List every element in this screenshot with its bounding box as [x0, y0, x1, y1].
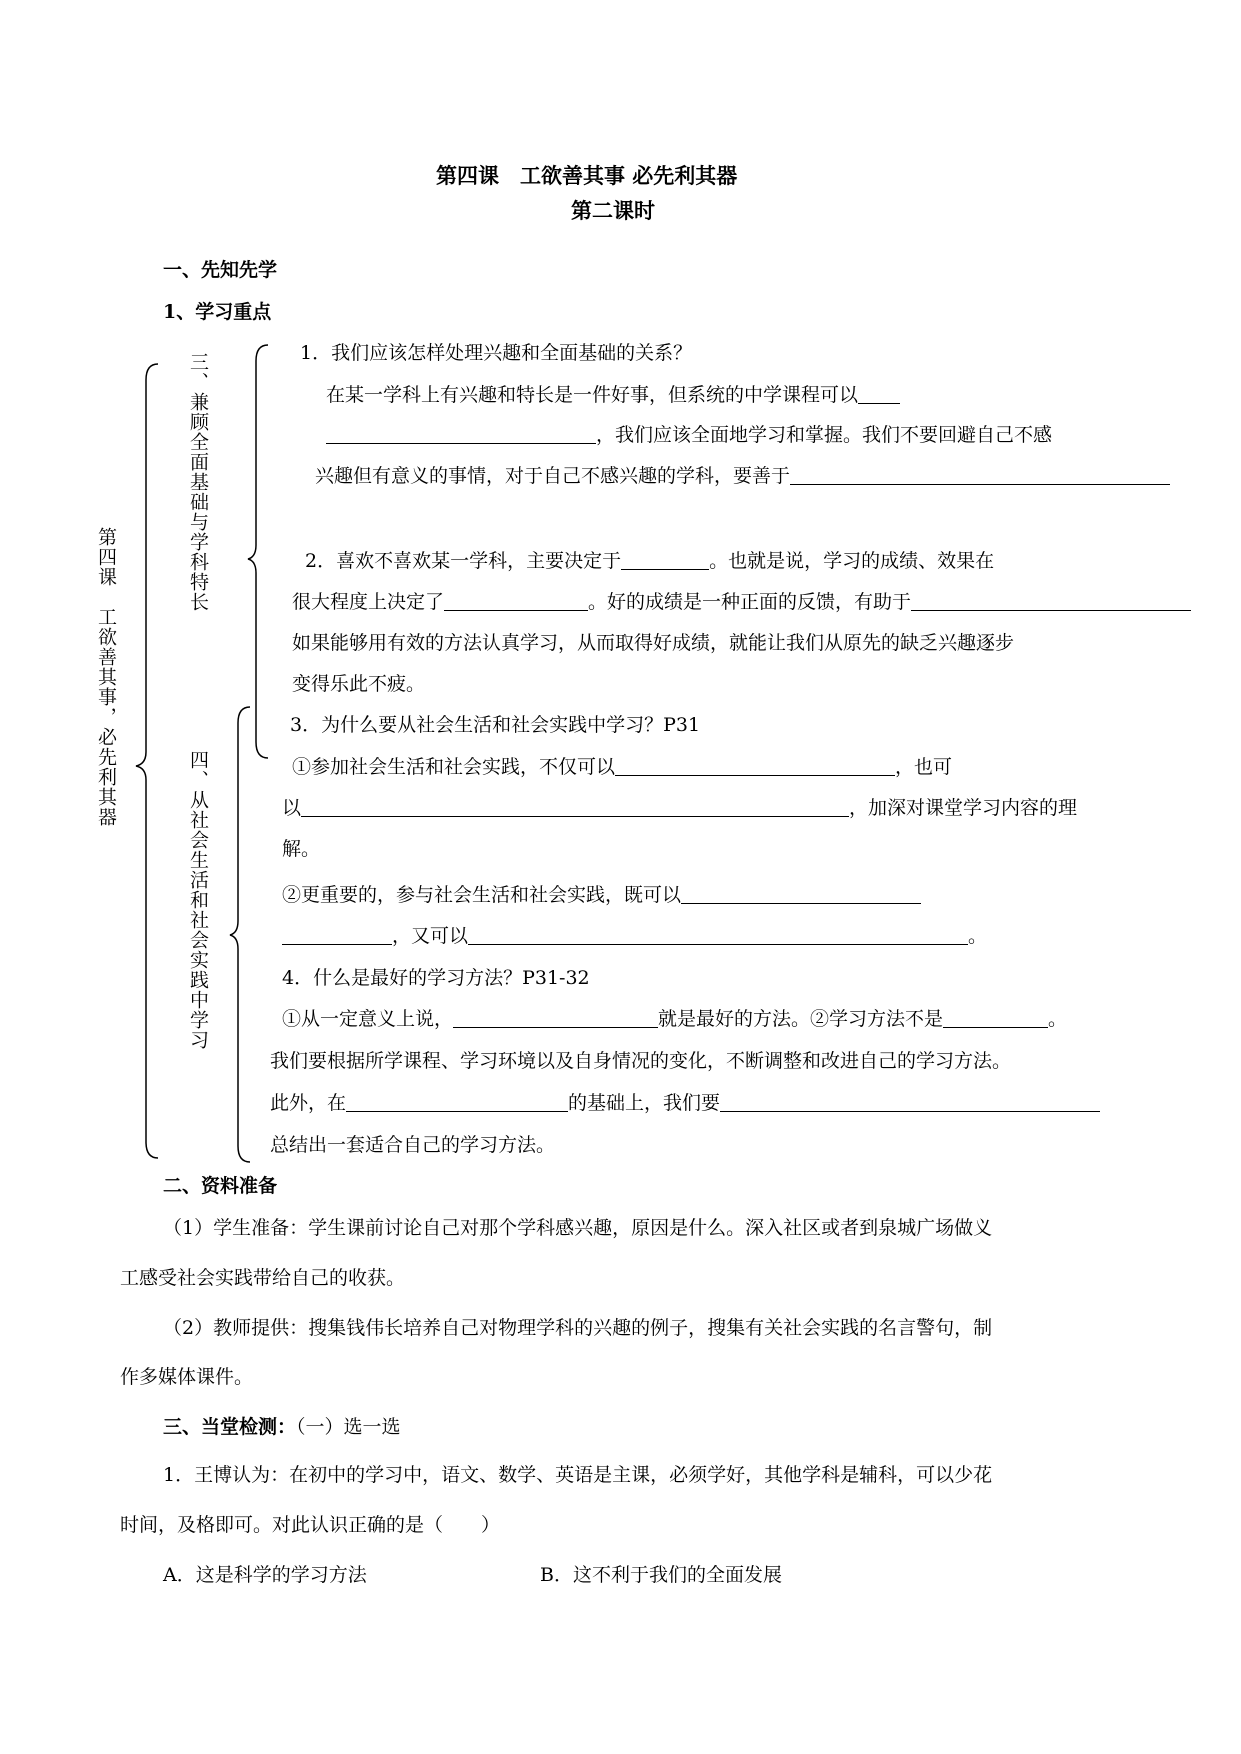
q3-line4-text: ②更重要的，参与社会生活和社会实践，既可以	[282, 884, 682, 906]
blank[interactable]	[681, 884, 921, 904]
part3-side-label: 三、兼顾全面基础与学科特长	[187, 352, 209, 612]
section-heading-1-1: 1、学习重点	[163, 301, 272, 323]
q3-line2-text-b: ，加深对课堂学习内容的理	[849, 797, 1078, 819]
q4-title: 4．什么是最好的学习方法？P31-32	[282, 967, 590, 989]
q2-line1-text-a: 2．喜欢不喜欢某一学科，主要决定于	[305, 550, 622, 572]
section-3-sub: （一）选一选	[296, 1416, 401, 1438]
check-q1-line1: 1．王博认为：在初中的学习中，语文、数学、英语是主课，必须学好，其他学科是辅科，可以少花	[163, 1464, 993, 1486]
q4-line2: 我们要根据所学课程、学习环境以及自身情况的变化，不断调整和改进自己的学习方法。	[270, 1050, 1012, 1072]
blank[interactable]	[301, 797, 849, 817]
lesson-side-label: 第四课 工欲善其事，必先利其器	[95, 527, 117, 827]
q2-line2	[292, 587, 1191, 614]
q3-line1	[292, 752, 952, 779]
q3-line5-text-a: ，又可以	[392, 925, 469, 947]
q3-line5	[282, 921, 987, 948]
q3-line2	[282, 793, 1077, 820]
prep-p2-line2: 作多媒体课件。	[120, 1366, 254, 1388]
blank[interactable]	[911, 591, 1191, 611]
q3-line4	[282, 880, 921, 907]
q2-line1	[305, 546, 994, 573]
q4-line1-text-a: ①从一定意义上说，	[282, 1008, 454, 1030]
prep-p2-line1: （2）教师提供：搜集钱伟长培养自己对物理学科的兴趣的例子，搜集有关社会实践的名言警句，制	[163, 1317, 993, 1339]
prep-p1-line1: （1）学生准备：学生课前讨论自己对那个学科感兴趣，原因是什么。深入社区或者到泉城广场做义	[163, 1217, 993, 1239]
blank[interactable]	[615, 756, 895, 776]
blank[interactable]	[720, 1092, 1100, 1112]
q4-line1-text-b: 就是最好的方法。②学习方法不是	[658, 1008, 944, 1030]
q1-line2	[326, 420, 1052, 447]
blank[interactable]	[326, 424, 596, 444]
blank[interactable]	[943, 1008, 1048, 1028]
blank[interactable]	[621, 550, 709, 570]
q4-line1	[282, 1004, 1067, 1031]
q1-line2-text: ，我们应该全面地学习和掌握。我们不要回避自己不感	[596, 424, 1053, 446]
q4-line3-text-b: 的基础上，我们要	[568, 1092, 721, 1114]
q2-line4: 变得乐此不疲。	[292, 673, 426, 695]
q3-line5-text-b: 。	[968, 925, 988, 947]
q1-line3	[315, 461, 1170, 488]
page-subtitle: 第二课时	[571, 198, 655, 223]
blank[interactable]	[453, 1008, 658, 1028]
q2-line1-text-b: 。也就是说，学习的成绩、效果在	[709, 550, 995, 572]
section-3-title: 三、当堂检测：	[163, 1416, 297, 1438]
q3-line3: 解。	[282, 838, 321, 860]
section-heading-2: 二、资料准备	[163, 1175, 278, 1197]
section-heading-1: 一、先知先学	[163, 259, 278, 281]
q1-line3-text: 兴趣但有意义的事情，对于自己不感兴趣的学科，要善于	[315, 465, 791, 487]
page-title: 第四课 工欲善其事 必先利其器	[436, 163, 738, 188]
q1-line1-text: 在某一学科上有兴趣和特长是一件好事，但系统的中学课程可以	[326, 384, 859, 406]
q2-line3: 如果能够用有效的方法认真学习，从而取得好成绩，就能让我们从原先的缺乏兴趣逐步	[292, 632, 1015, 654]
check-q1-line2: 时间，及格即可。对此认识正确的是（ ）	[120, 1514, 501, 1536]
q4-line1-text-c: 。	[1048, 1008, 1068, 1030]
option-a[interactable]: A．这是科学的学习方法	[163, 1564, 367, 1586]
option-b[interactable]: B．这不利于我们的全面发展	[540, 1564, 782, 1586]
q1-title: 1．我们应该怎样处理兴趣和全面基础的关系？	[300, 342, 693, 364]
q2-line2-text-a: 很大程度上决定了	[292, 591, 445, 613]
q3-line2-text-a: 以	[282, 797, 302, 819]
blank[interactable]	[346, 1092, 568, 1112]
q3-line1-text-b: ，也可	[895, 756, 953, 778]
q3-line1-text-a: ①参加社会生活和社会实践，不仅可以	[292, 756, 616, 778]
blank[interactable]	[282, 925, 392, 945]
part4-side-label: 四、从社会生活和社会实践中学习	[187, 750, 209, 1050]
q2-line2-text-b: 。好的成绩是一种正面的反馈，有助于	[588, 591, 912, 613]
section-heading-3	[163, 1412, 401, 1439]
q4-line3-text-a: 此外，在	[270, 1092, 347, 1114]
blank[interactable]	[858, 384, 900, 404]
q1-line1	[326, 380, 900, 407]
blank[interactable]	[444, 591, 588, 611]
q3-title: 3．为什么要从社会生活和社会实践中学习？P31	[290, 714, 701, 736]
prep-p1-line2: 工感受社会实践带给自己的收获。	[120, 1267, 406, 1289]
q4-line4: 总结出一套适合自己的学习方法。	[270, 1134, 556, 1156]
blank[interactable]	[468, 925, 968, 945]
q4-line3	[270, 1088, 1100, 1115]
blank[interactable]	[790, 465, 1170, 485]
